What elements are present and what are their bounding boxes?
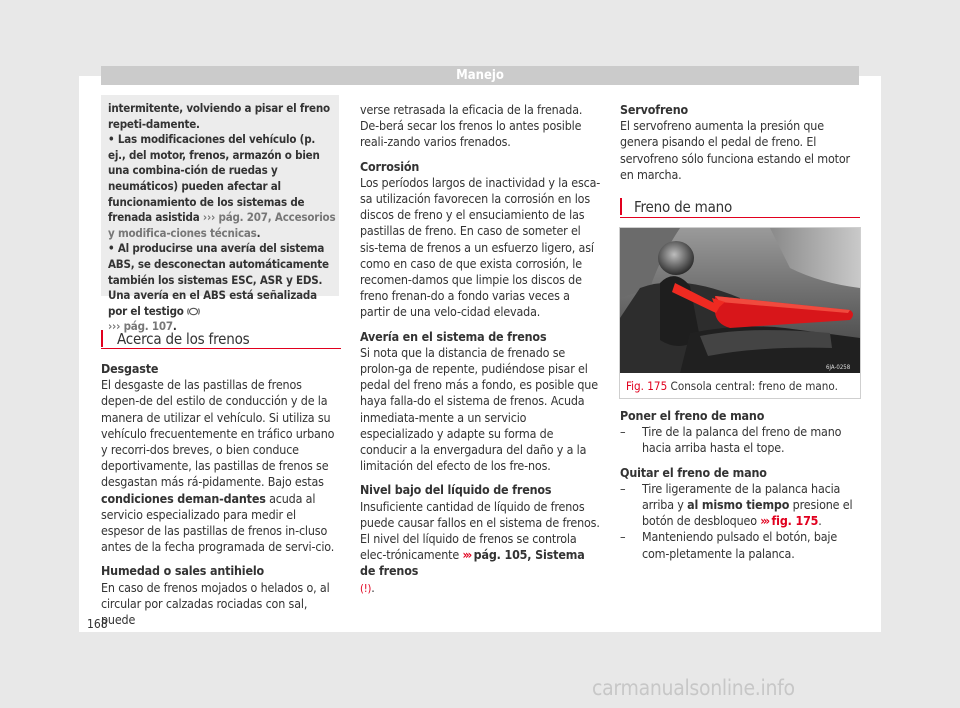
desgaste-paragraph (101, 377, 341, 555)
section-heading-frenos: Acerca de los frenos (117, 330, 250, 348)
averia-paragraph: Si nota que la distancia de frenado se prolon-ga de repente, pudiéndose pisar el pedal del freno más a fondo, es posible que haya falla-do el sistema de frenos. Acuda inmediata-mente a un servicio especializado y adapte su forma de conducir a la envergadura del daño y a la limitación del efecto de los fre-nos. (360, 344, 598, 474)
column-3-top (620, 102, 860, 183)
warning-bullet-1-ref[interactable]: pág. 207, Accesorios y modifica-ciones técnicas (108, 210, 336, 240)
warning-intro: intermitente, volviendo a pisar el freno repeti-damente. (108, 101, 330, 131)
nivel-paragraph: Insuficiente cantidad de líquido de frenos puede causar fallos en el sistema de frenos. El nivel del líquido de frenos se controla elec-trónicamente ››› pág. 105, Sistema de frenos (!). (360, 498, 600, 595)
nivel-ref[interactable]: pág. 105, Sistema de frenos (360, 547, 585, 579)
desgaste-title: Desgaste (101, 361, 159, 376)
bullet-glyph: • (108, 241, 115, 256)
column-2-body (360, 102, 601, 597)
watermark[interactable]: carmanualsonline.info (592, 676, 795, 700)
warning-text (108, 101, 336, 335)
figure-caption-text: Consola central: freno de mano. (670, 379, 838, 393)
warning-bullet-1-text: Las modificaciones del vehículo (p. ej., del motor, frenos, armazón o bien una combina-ción de ruedas y neumáticos) pueden afectar al funcionamiento de los sistemas de frenada asistida (108, 132, 320, 225)
quitar-step-2-text: Manteniendo pulsado el botón, baje com-pletamente la palanca. (642, 529, 838, 561)
dash-glyph: – (620, 529, 626, 545)
figure-caption (626, 379, 838, 393)
quitar-step-1-bold: al mismo tiempo (687, 497, 790, 513)
heading-accent (101, 330, 103, 347)
figure-code: 6JA-0258 (826, 364, 851, 371)
poner-step-1-text: Tire de la palanca del freno de mano hacia arriba hasta el tope. (642, 424, 842, 456)
warning-bullet-2: • Al producirse una avería del sistema ABS, se desconectan automáticamente también los sistemas ESC, ASR y EDS. Una avería en el ABS está señalizada por el testigo ››› pág. 107. (108, 241, 329, 334)
dash-glyph: – (620, 424, 626, 440)
averia-title: Avería en el sistema de frenos (360, 328, 547, 344)
desgaste-bold: condiciones deman-dantes (101, 490, 266, 506)
handbrake-photo (620, 228, 860, 373)
column-2-intro: verse retrasada la eficacia de la frenada. De-berá secar los frenos lo antes posible reali-zando varios frenados. (360, 102, 583, 150)
servofreno-paragraph: El servofreno aumenta la presión que genera pisando el pedal de freno. El servofreno sólo funciona estando el motor en marcha. (620, 118, 850, 182)
humedad-title: Humedad o sales antihielo (101, 563, 265, 579)
figure-label: Fig. 175 (626, 379, 668, 393)
heading-rule (101, 348, 341, 349)
warning-bullet-1-arrow: ››› (202, 210, 216, 225)
nivel-text: Insuficiente cantidad de líquido de frenos puede causar fallos en el sistema de frenos. El nivel del líquido de frenos se controla elec-trónicamente (360, 498, 600, 563)
dash-glyph: – (620, 480, 626, 496)
warning-bullet-2-arrow: ››› (108, 319, 121, 334)
section-heading-freno-mano: Freno de mano (634, 198, 733, 216)
humedad-paragraph: En caso de frenos mojados o helados o, al circular por calzadas rociadas con sal, puede (101, 579, 330, 628)
desgaste-text-b: acuda al servicio especializado para medir el espesor de las pastillas de frenos in-cluso antes de la fecha programada de servi-cio. (101, 490, 335, 555)
corrosion-title: Corrosión (360, 158, 420, 174)
warning-bullet-2-ref[interactable]: pág. 107 (123, 319, 173, 334)
warning-bullet-1: • Las modificaciones del vehículo (p. ej., del motor, frenos, armazón o bien una combina-ción de ruedas y neumáticos) pueden afectar al funcionamiento de los sistemas de frenada asistida ››› pág. 207, Accesorios y modifica-ciones técnicas. (108, 132, 336, 240)
desgaste-text-a: El desgaste de las pastillas de frenos depen-de del estilo de conducción y de la manera de utilizar el vehículo. Si utiliza su vehículo frecuentemente en tráfico urbano y recorri-dos breves, o bien conduce deportivamente, las pastillas de frenos se desgastan más rá-pidamente. Bajo estas (101, 377, 335, 490)
bullet-glyph: • (108, 132, 115, 147)
abs-warning-light-icon (187, 307, 200, 316)
quitar-title: Quitar el freno de mano (620, 464, 767, 480)
nivel-arrow: ››› (462, 547, 471, 563)
poner-title: Poner el freno de mano (620, 408, 765, 423)
warning-bullet-2-text: Al producirse una avería del sistema ABS, se desconectan automáticamente también los sistemas ESC, ASR y EDS. Una avería en el ABS está señalizada por el testigo (108, 241, 329, 318)
corrosion-paragraph: Los períodos largos de inactividad y la esca-sa utilización favorecen la corrosión en los discos de freno y el ensuciamiento de las pastillas de freno. En caso de someter el sis-tema de frenos a un esfuerzo ligero, así como en caso de que exista corrosión, le recomen-damos que limpie los discos de freno frenan-do a fondo varias veces a partir de una velo-cidad elevada. (360, 174, 601, 320)
poner-step-1 (620, 424, 860, 456)
column-1-body (101, 361, 341, 628)
heading-rule (620, 217, 860, 218)
page-header-title: Manejo (101, 66, 859, 85)
quitar-arrow: ››› (760, 513, 769, 529)
heading-accent (620, 198, 622, 215)
quitar-step-1-text-a: Tire ligeramente de la palanca hacia arriba y (642, 480, 841, 513)
column-3-bottom (620, 408, 860, 562)
brake-warning-icon: (!) (360, 581, 372, 595)
nivel-title: Nivel bajo del líquido de frenos (360, 482, 552, 498)
quitar-step-1-text-b: presione el botón de desbloqueo (642, 497, 853, 529)
quitar-fig-ref[interactable]: fig. 175 (771, 513, 819, 529)
page-number: 168 (87, 617, 108, 631)
quitar-step-1: – Tire ligeramente de la palanca hacia arriba y al mismo tiempo presione el botón de desbloqueo ››› fig. 175. (620, 480, 853, 529)
quitar-step-2 (620, 529, 860, 561)
servofreno-title: Servofreno (620, 102, 689, 117)
